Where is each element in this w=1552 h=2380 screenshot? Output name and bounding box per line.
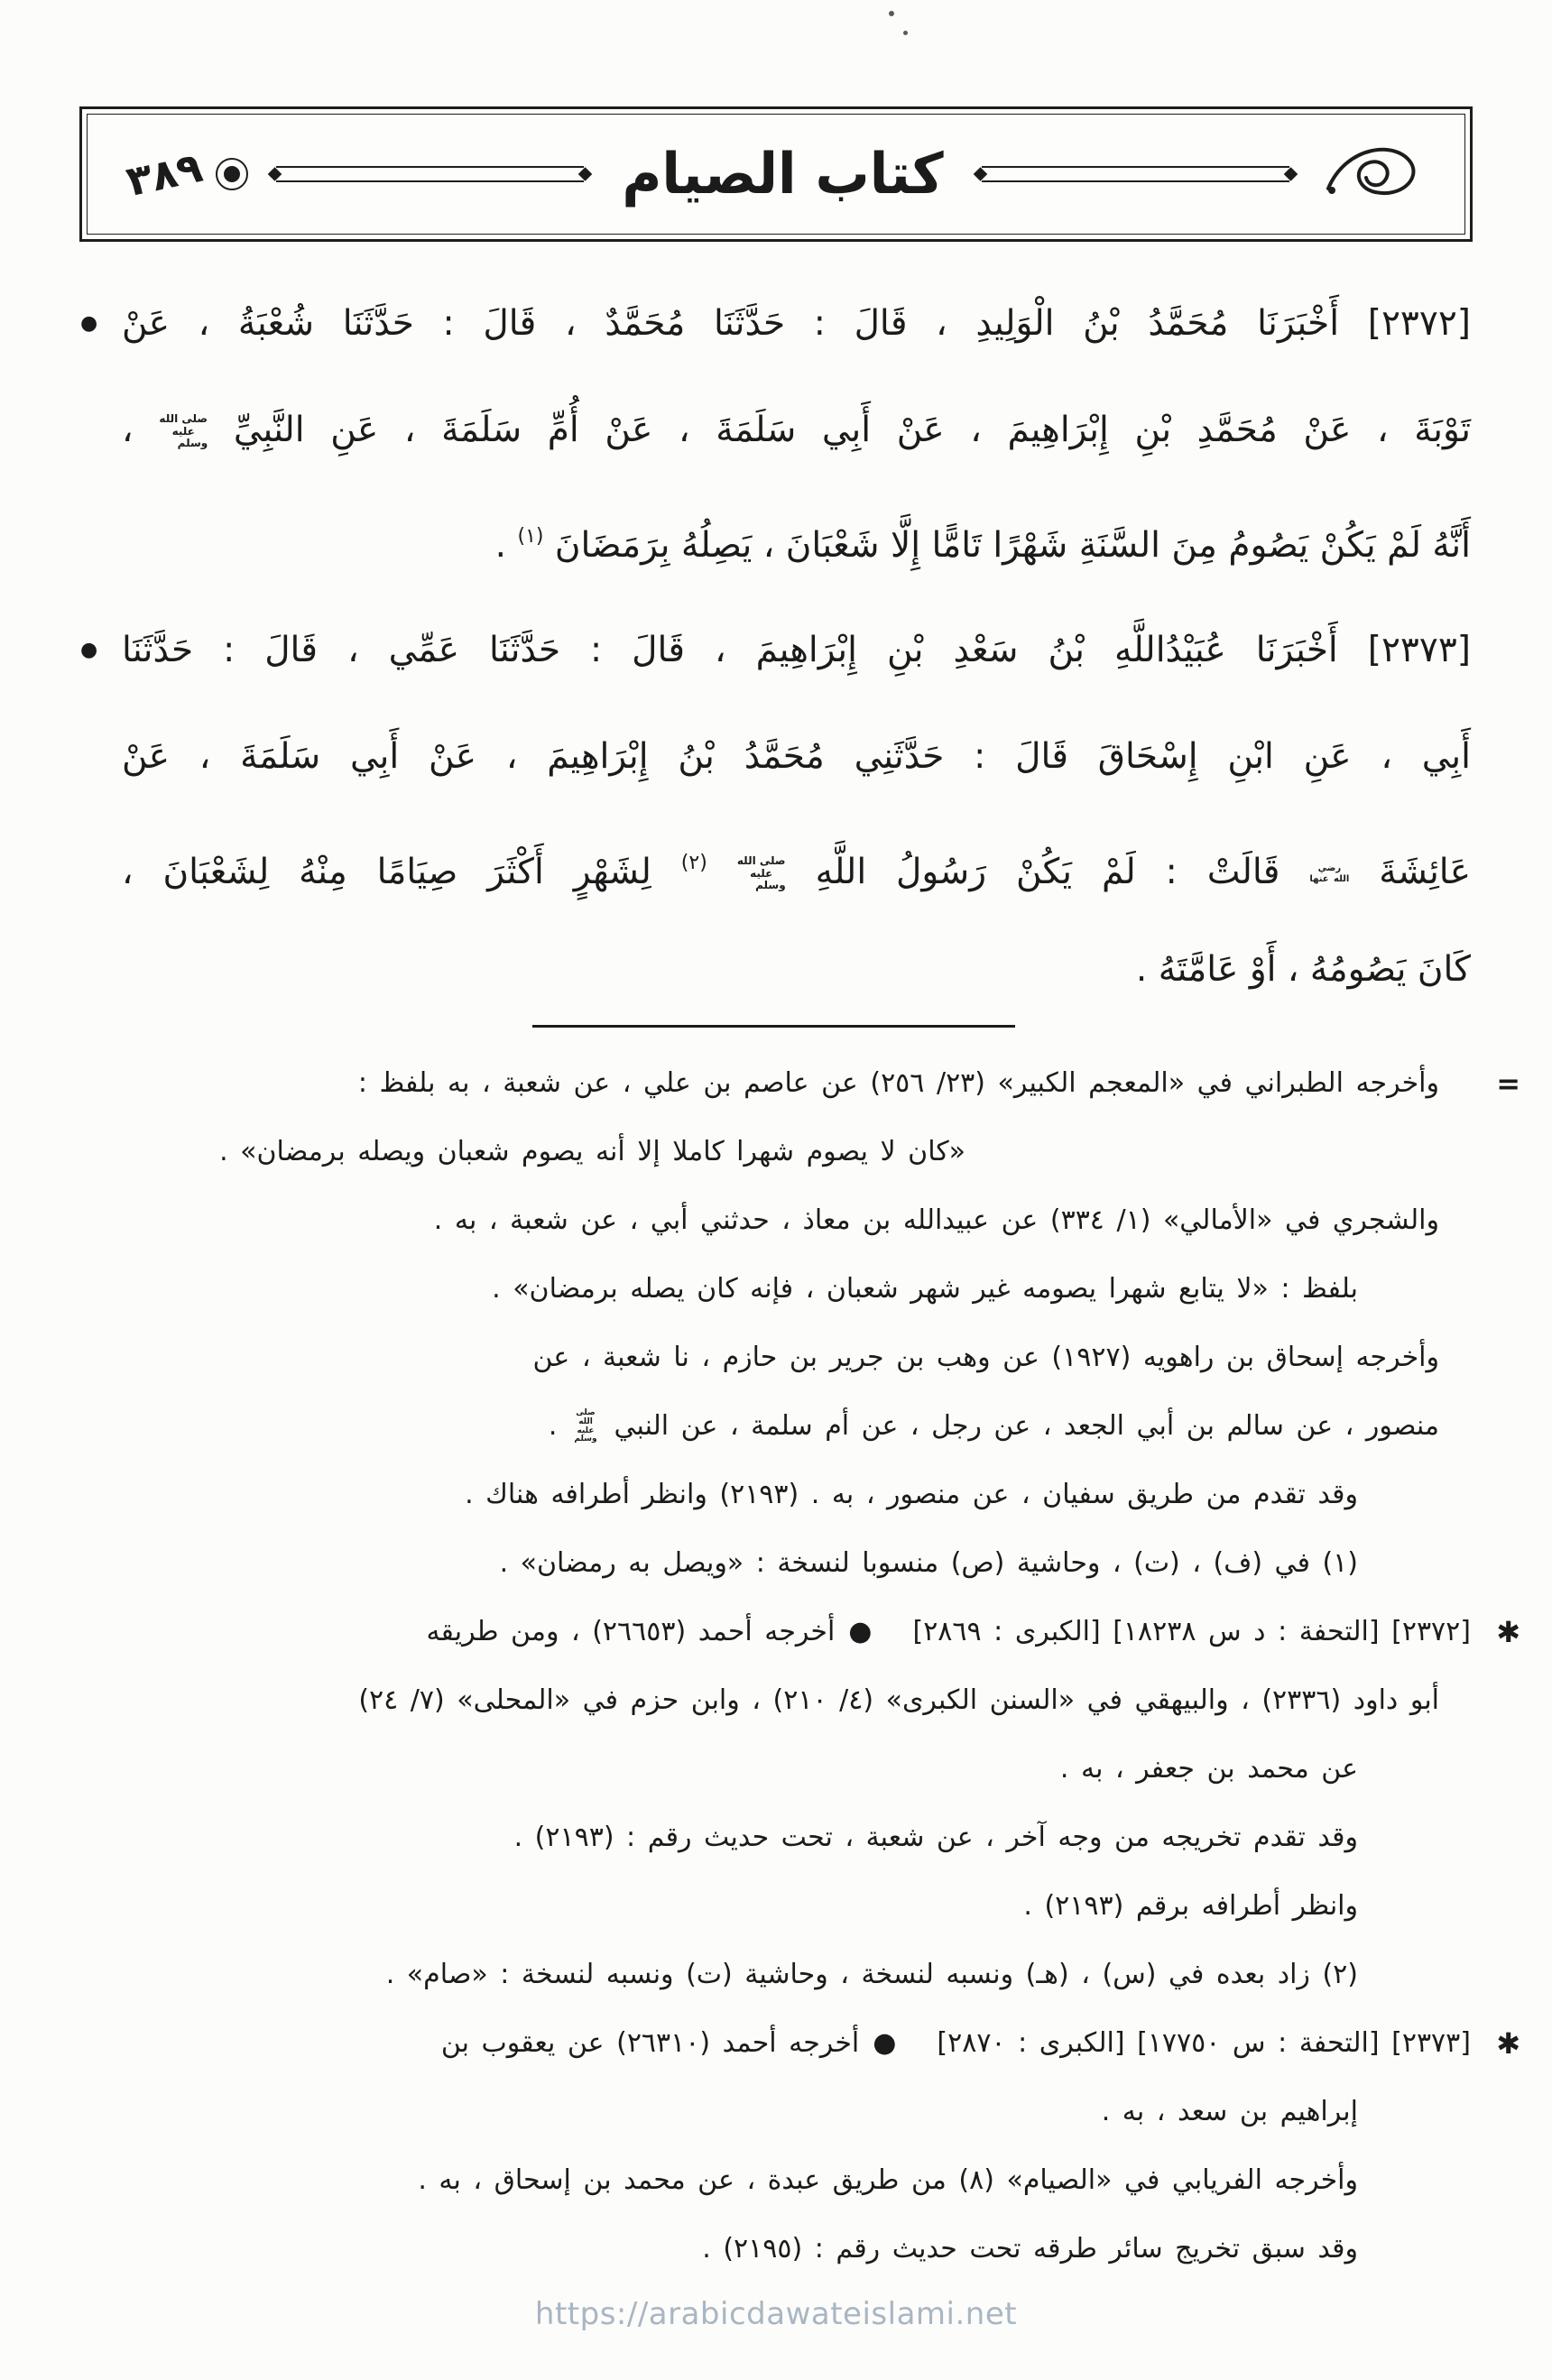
footnote-text: [٢٣٧٢] [التحفة : د س ١٨٢٣٨] [الكبرى : ٢٨٦٩] ● أخرجه أحمد (٢٦٦٥٣) ، ومن طريقه <box>426 1616 1471 1647</box>
footnote-line <box>79 1186 1471 1255</box>
footnote-text: (١) في (ف) ، (ت) ، وحاشية (ص) منسوبا لنسخة : «ويصل به رمضان» . <box>499 1547 1358 1579</box>
footnote-line <box>79 2146 1471 2215</box>
footnote-line <box>79 1118 1471 1186</box>
footnote-text: وقد تقدم تخريجه من وجه آخر ، عن شعبة ، تحت حديث رقم : (٢١٩٣) . <box>513 1822 1358 1853</box>
takhrij-star-mark: ✱ <box>1496 2026 1520 2061</box>
footnote-line <box>79 1392 1471 1461</box>
footnote-line <box>79 1255 1471 1324</box>
hadith-2372-line-1 <box>80 271 1471 377</box>
footnote-line <box>79 1941 1471 2009</box>
rosette-icon <box>216 158 248 190</box>
hadith-text-block <box>80 271 1471 1023</box>
footnote-ref-2: (٢) <box>680 852 707 874</box>
takhrij-star-mark: ✱ <box>1496 1615 1520 1649</box>
hadith-bullet: ● <box>80 312 98 335</box>
hadith-2373-text: [٢٣٧٣] أَخْبَرَنَا عُبَيْدُاللَّهِ بْنُ سَعْدِ بْنِ إِبْرَاهِيمَ ، قَالَ : حَدَّثَنَا عَمِّي ، قَالَ : حَدَّثَنَا <box>122 630 1471 670</box>
hadith-2373-text: لِشَهْرٍ أَكْثَرَ صِيَامًا مِنْهُ لِشَعْبَانَ ، <box>122 852 651 892</box>
hadith-2372-line-2 <box>122 377 1471 484</box>
footnote-line <box>79 2215 1471 2283</box>
hadith-2373-line-1 <box>80 597 1471 704</box>
footnote-line <box>79 1049 1520 1118</box>
saw-honorific-mark: صلى الله عليه وسلم <box>736 853 786 892</box>
footnote-line <box>79 1666 1471 1735</box>
footnote-takhrij-line <box>79 2009 1520 2078</box>
hadith-2373-text: عَائِشَةَ <box>1379 852 1471 892</box>
hadith-2372-text: أَنَّهُ لَمْ يَكُنْ يَصُومُ مِنَ السَّنَةِ شَهْرًا تَامًّا إِلَّا شَعْبَانَ ، يَصِلُهُ بِرَمَضَانَ <box>554 525 1471 566</box>
hadith-2373-text: قَالَتْ : لَمْ يَكُنْ رَسُولُ اللَّهِ <box>815 852 1280 892</box>
footnote-text: بلفظ : «لا يتابع شهرا يصومه غير شهر شعبان ، فإنه كان يصله برمضان» . <box>492 1273 1358 1305</box>
scan-artifact-dot <box>889 11 894 16</box>
hadith-2372-text: ، <box>122 410 134 450</box>
footnotes-block <box>79 1049 1520 2283</box>
footnote-text: والشجري في «الأمالي» (١/ ٣٣٤) عن عبيدالله بن معاذ ، حدثني أبي ، عن شعبة ، به . <box>433 1204 1439 1236</box>
footnote-text: (٢) زاد بعده في (س) ، (هـ) ونسبه لنسخة ، وحاشية (ت) ونسبه لنسخة : «صام» . <box>385 1959 1358 1990</box>
hadith-2372-text: . <box>494 525 507 566</box>
footnote-line <box>79 1735 1471 1803</box>
footnote-divider <box>532 1025 1015 1028</box>
hadith-2373-line-3 <box>122 810 1471 917</box>
hadith-2372-line-3 <box>122 484 1471 590</box>
hadith-2373-line-2 <box>122 704 1471 810</box>
scan-artifact-dot <box>903 31 908 35</box>
footnote-text: وأخرجه إسحاق بن راهويه (١٩٢٧) عن وهب بن جرير بن حازم ، نا شعبة ، عن <box>532 1342 1439 1373</box>
footnote-text: وأخرجه الفريابي في «الصيام» (٨) من طريق عبدة ، عن محمد بن إسحاق ، به . <box>418 2164 1358 2196</box>
saw-honorific-mark: صلى الله عليه وسلم <box>574 1407 597 1444</box>
footnote-takhrij-line <box>79 1598 1520 1666</box>
book-title: كتاب الصيام <box>622 141 944 208</box>
hadith-2373-text: كَانَ يَصُومُهُ ، أَوْ عَامَّتَهُ . <box>1135 949 1471 990</box>
footnote-line <box>79 1872 1471 1941</box>
continuation-mark: = <box>1496 1066 1520 1101</box>
hadith-2372-text: تَوْبَةَ ، عَنْ مُحَمَّدِ بْنِ إِبْرَاهِيمَ ، عَنْ أَبِي سَلَمَةَ ، عَنْ أُمِّ سَلَمَةَ ، عَنِ النَّبِيِّ <box>233 410 1471 450</box>
footnote-text: وانظر أطرافه برقم (٢١٩٣) . <box>1023 1890 1358 1922</box>
publisher-emblem-icon <box>1304 136 1439 212</box>
footnote-line <box>79 1461 1471 1529</box>
footnote-line <box>79 1324 1471 1392</box>
footnote-line <box>79 1803 1471 1872</box>
hadith-2372-text: [٢٣٧٢] أَخْبَرَنَا مُحَمَّدُ بْنُ الْوَلِيدِ ، قَالَ : حَدَّثَنَا مُحَمَّدٌ ، قَالَ : حَدَّثَنَا شُعْبَةُ ، عَنْ <box>122 303 1471 344</box>
header-band <box>79 106 1473 242</box>
footnote-ref-1: (١) <box>517 525 544 548</box>
hadith-2373-text: أَبِي ، عَنِ ابْنِ إِسْحَاقَ قَالَ : حَدَّثَنِي مُحَمَّدُ بْنُ إِبْرَاهِيمَ ، عَنْ أَبِي سَلَمَةَ ، عَنْ <box>122 736 1471 777</box>
footnote-text: وقد سبق تخريج سائر طرقه تحت حديث رقم : (٢١٩٥) . <box>702 2233 1358 2265</box>
footnote-line <box>79 2078 1471 2146</box>
ornamental-rule <box>982 166 1289 182</box>
footnote-text: أبو داود (٢٣٣٦) ، والبيهقي في «السنن الكبرى» (٤/ ٢١٠) ، وابن حزم في «المحلى» (٧/ ٢٤) <box>358 1684 1439 1716</box>
footnote-text: وأخرجه الطبراني في «المعجم الكبير» (٢٣/ ٢٥٦) عن عاصم بن علي ، عن شعبة ، به بلفظ : <box>357 1067 1439 1099</box>
footnote-text: «كان لا يصوم شهرا كاملا إلا أنه يصوم شعبان ويصله برمضان» . <box>219 1136 965 1167</box>
footnote-text: . <box>548 1410 558 1442</box>
watermark: https://arabicdawateislami.net <box>534 2296 1018 2332</box>
page-number-cartouche <box>113 142 262 207</box>
footnote-text: إبراهيم بن سعد ، به . <box>1101 2096 1358 2127</box>
radi-honorific-mark: رضي الله عنها <box>1309 863 1350 884</box>
footnote-text: [٢٣٧٣] [التحفة : س ١٧٧٥٠] [الكبرى : ٢٨٧٠] ● أخرجه أحمد (٢٦٣١٠) عن يعقوب بن <box>440 2027 1471 2059</box>
footnote-text: منصور ، عن سالم بن أبي الجعد ، عن رجل ، عن أم سلمة ، عن النبي <box>614 1410 1439 1442</box>
ornamental-rule <box>276 166 584 182</box>
page-number: ٣٨٩ <box>122 142 208 207</box>
footnote-text: وقد تقدم من طريق سفيان ، عن منصور ، به . (٢١٩٣) وانظر أطرافه هناك . <box>465 1479 1358 1510</box>
footnote-text: عن محمد بن جعفر ، به . <box>1059 1753 1358 1785</box>
header-band-inner <box>93 120 1459 228</box>
saw-honorific-mark: صلى الله عليه وسلم <box>159 411 208 450</box>
hadith-2373-line-4 <box>122 917 1471 1023</box>
hadith-bullet: ● <box>80 639 98 661</box>
footnote-line <box>79 1529 1471 1598</box>
